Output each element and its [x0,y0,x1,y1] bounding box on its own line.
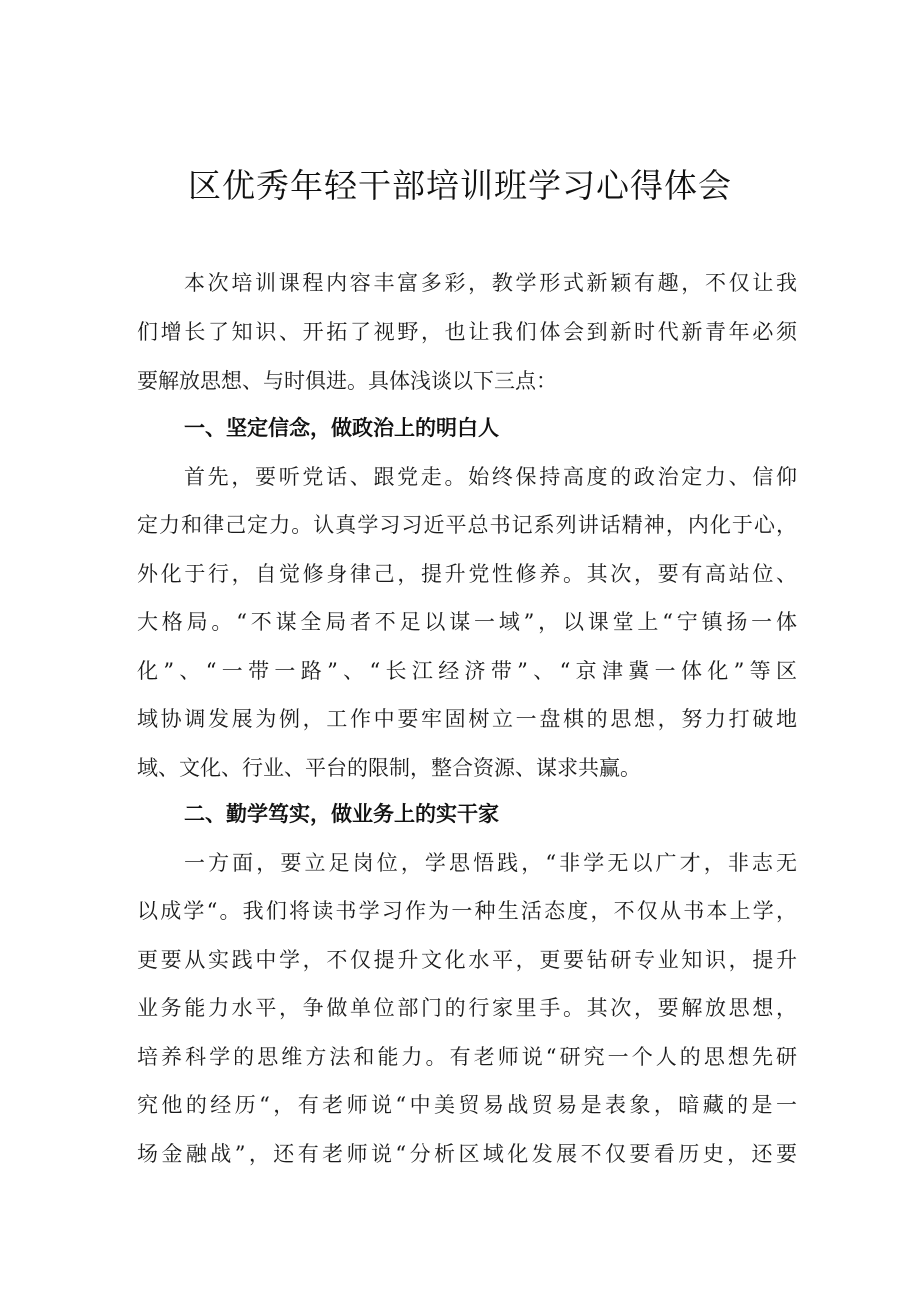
intro-line: 们增长了知识、开拓了视野，也让我们体会到新时代新青年必须 [137,320,797,344]
section1-line: 大格局。“不谋全局者不足以谋一域”，以课堂上“宁镇扬一体 [137,610,797,634]
section1-line: 化”、“一带一路”、“长江经济带”、“京津冀一体化”等区 [137,659,797,683]
section2-line: 培养科学的思维方法和能力。有老师说“研究一个人的思想先研 [137,1045,797,1069]
section1-line: 定力和律己定力。认真学习习近平总书记系列讲话精神，内化于心， [137,513,797,537]
intro-line: 本次培训课程内容丰富多彩，教学形式新颖有趣，不仅让我 [184,271,797,295]
section2-heading: 二、勤学笃实，做业务上的实干家 [184,802,499,826]
section1-line: 首先，要听党话、跟党走。始终保持高度的政治定力、信仰 [184,465,797,489]
section2-line: 究他的经历“，有老师说“中美贸易战贸易是表象，暗藏的是一 [137,1093,797,1117]
document-title: 区优秀年轻干部培训班学习心得体会 [188,166,732,205]
section1-line: 域、文化、行业、平台的限制，整合资源、谋求共赢。 [137,756,641,780]
section1-line: 外化于行，自觉修身律己，提升党性修养。其次，要有高站位、 [137,562,797,586]
section1-heading: 一、坚定信念，做政治上的明白人 [184,416,499,440]
section2-line: 以成学“。我们将读书学习作为一种生活态度，不仅从书本上学， [137,899,797,923]
section1-line: 域协调发展为例，工作中要牢固树立一盘棋的思想，努力打破地 [137,707,797,731]
section2-line: 一方面，要立足岗位，学思悟践，“非学无以广才，非志无 [184,851,797,875]
section2-line: 场金融战”，还有老师说“分析区域化发展不仅要看历史，还要 [137,1142,797,1166]
section2-line: 更要从实践中学，不仅提升文化水平，更要钻研专业知识，提升 [137,948,797,972]
section2-line: 业务能力水平，争做单位部门的行家里手。其次，要解放思想， [137,996,797,1020]
intro-line: 要解放思想、与时俱进。具体浅谈以下三点： [137,369,557,393]
